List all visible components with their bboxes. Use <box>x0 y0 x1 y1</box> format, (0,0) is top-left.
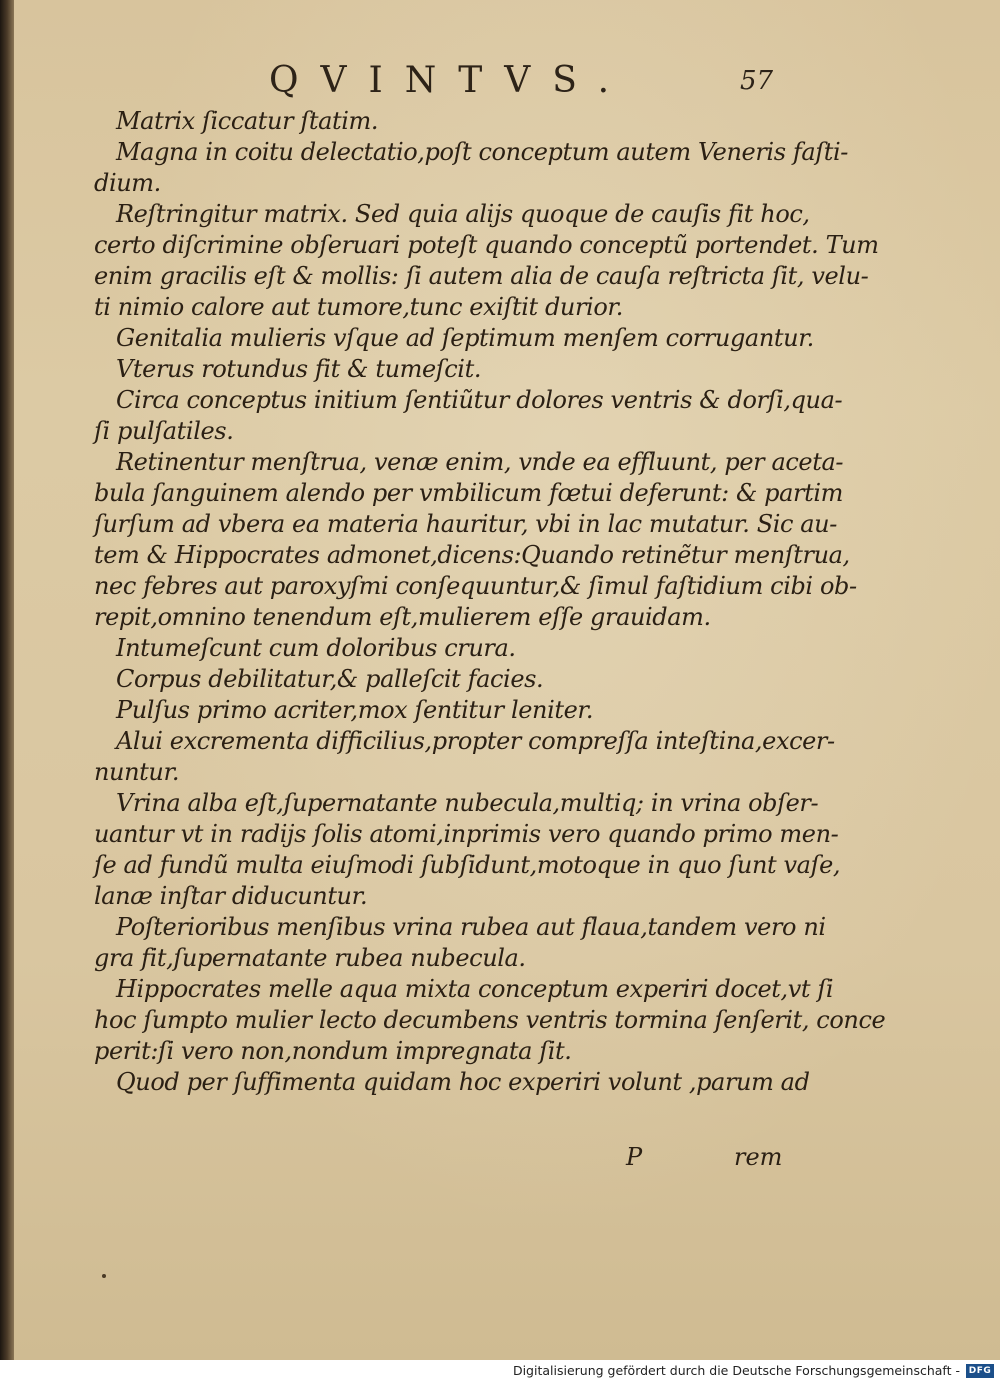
text-line: ſe ad fundũ multa eiuſmodi ſubſidunt,motoque in quo ſunt vaſe, <box>94 851 841 879</box>
text-line: bula ſanguinem alendo per vmbilicum fœtui deferunt: & partim <box>94 479 844 507</box>
book-page <box>14 0 1000 1360</box>
catchword: rem <box>734 1143 783 1171</box>
text-line: Vrina alba eſt,ſupernatante nubecula,multiq; in vrina obſer- <box>116 789 819 817</box>
text-line: lanæ inſtar diducuntur. <box>94 882 368 910</box>
text-line: dium. <box>94 169 161 197</box>
text-line: certo diſcrimine obſeruari poteſt quando conceptũ portendet. Tum <box>94 231 879 259</box>
text-line: ſurſum ad vbera ea materia hauritur, vbi in lac mutatur. Sic au- <box>94 510 837 538</box>
text-line: nuntur. <box>94 758 180 786</box>
text-line: ſi pulſatiles. <box>94 417 234 445</box>
signature-mark: P <box>626 1143 643 1171</box>
text-line: Matrix ſiccatur ſtatim. <box>116 107 379 135</box>
text-line: Corpus debilitatur,& palleſcit facies. <box>116 665 544 693</box>
text-line: Intumeſcunt cum doloribus crura. <box>116 634 516 662</box>
text-line: Retinentur menſtrua, venæ enim, vnde ea effluunt, per aceta- <box>116 448 844 476</box>
funding-credit: Digitalisierung gefördert durch die Deutsche Forschungsgemeinschaft - <box>512 1363 960 1378</box>
digitization-footer <box>0 1360 1000 1383</box>
text-line: hoc ſumpto mulier lecto decumbens ventris tormina ſenſerit, conce <box>94 1006 886 1034</box>
text-line: perit:ſi vero non,nondum impregnata ſit. <box>94 1037 572 1065</box>
text-line: Hippocrates melle aqua mixta conceptum experiri docet,vt ſi <box>116 975 834 1003</box>
page-number: 57 <box>740 66 774 96</box>
text-line: Genitalia mulieris vſque ad ſeptimum menſem corrugantur. <box>116 324 814 352</box>
text-line: tem & Hippocrates admonet,dicens:Quando retinẽtur menſtrua, <box>94 541 850 569</box>
text-line: Alui excrementa difficilius,propter compreſſa inteſtina,excer- <box>116 727 835 755</box>
paper-speck <box>102 1274 106 1278</box>
book-gutter <box>0 0 14 1360</box>
running-title: QVINTVS. <box>269 60 632 101</box>
text-line: ti nimio calore aut tumore,tunc exiſtit durior. <box>94 293 624 321</box>
text-line: Circa conceptus initium ſentiũtur dolores ventris & dorſi,qua- <box>116 386 843 414</box>
text-line: Reſtringitur matrix. Sed quia alijs quoque de cauſis fit hoc, <box>116 200 810 228</box>
text-line: Pulſus primo acriter,mox ſentitur leniter. <box>116 696 594 724</box>
text-line: enim gracilis eſt & mollis: ſi autem alia de cauſa reſtricta ſit, velu- <box>94 262 869 290</box>
text-line: nec febres aut paroxyſmi conſequuntur,& ſimul faſtidium cibi ob- <box>94 572 857 600</box>
dfg-logo: DFG <box>966 1364 994 1378</box>
text-line: gra fit,ſupernatante rubea nubecula. <box>94 944 526 972</box>
text-line: uantur vt in radijs ſolis atomi,inprimis vero quando primo men- <box>94 820 839 848</box>
text-line: Quod per ſuffimenta quidam hoc experiri volunt ,parum ad <box>116 1068 810 1096</box>
text-line: Poſterioribus menſibus vrina rubea aut flaua,tandem vero ni <box>116 913 826 941</box>
text-line: repit,omnino tenendum eſt,mulierem eſſe grauidam. <box>94 603 711 631</box>
text-line: Vterus rotundus fit & tumeſcit. <box>116 355 482 383</box>
body-text <box>94 106 886 1098</box>
text-line: Magna in coitu delectatio,poſt conceptum autem Veneris faſti- <box>116 138 848 166</box>
